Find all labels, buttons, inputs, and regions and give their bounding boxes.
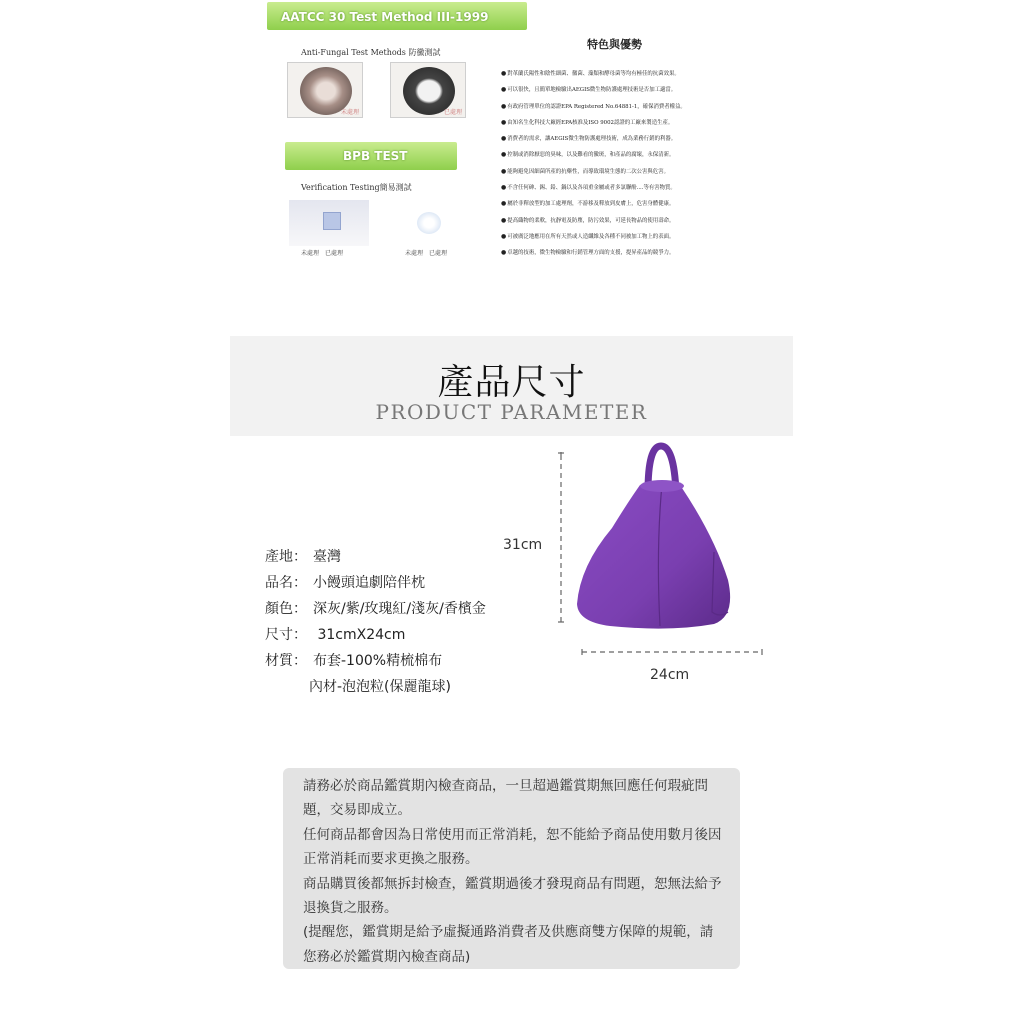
spec-name-value: 小饅頭追劇陪伴枕 <box>313 575 425 591</box>
spec-size-value: 31cmX24cm <box>313 627 406 643</box>
spec-material <box>265 648 486 674</box>
features-title: 特色與優勢 <box>587 38 642 51</box>
verification-caption-2: 未處理 已處理 <box>405 250 448 257</box>
dish-treated-label: 已處理 <box>443 109 462 116</box>
feature-item: ● 可以很快，且簡單地檢驗出AEGIS微生物防護處理技術是否加工適當。 <box>501 82 801 98</box>
spec-name <box>265 570 486 596</box>
spec-color-value: 深灰/紫/玫瑰紅/淺灰/香檳金 <box>313 601 486 617</box>
bpb-banner: BPB TEST <box>285 142 457 170</box>
height-dimension-line <box>558 452 564 622</box>
spec-origin <box>265 544 486 570</box>
pillow-body <box>577 482 730 628</box>
feature-item: ● 能夠避免因細菌所產的抗藥性，而導致環境生態的二次公害與危害。 <box>501 164 801 180</box>
width-label: 24cm <box>650 667 690 683</box>
parameter-header <box>230 336 793 436</box>
aatcc-banner: AATCC 30 Test Method III-1999 <box>267 2 527 30</box>
parameter-subtitle: PRODUCT PARAMETER <box>375 400 648 424</box>
notice-paragraph: 任何商品都會因為日常使用而正常消耗，恕不能給予商品使用數月後因正常消耗而要求更換之服務。 <box>303 826 722 868</box>
spec-material-key: 材質： <box>265 653 307 669</box>
spec-size <box>265 622 486 648</box>
untreated-dish-image <box>287 62 363 118</box>
spec-list <box>265 544 486 700</box>
feature-item: ● 提高織物的柔軟，抗靜電及防塵，防污效果，可延長物品的使用壽命。 <box>501 213 801 229</box>
notice-paragraph: 商品購買後都無拆封檢查，鑑賞期過後才發現商品有問題，恕無法給予退換貨之服務。 <box>303 875 722 917</box>
spec-color-key: 顏色： <box>265 601 307 617</box>
anti-fungal-heading: Anti-Fungal Test Methods 防黴測試 <box>301 48 441 57</box>
features-list <box>501 66 801 262</box>
feature-item: ● 屬於非釋放型的加工處理劑，不游移及釋放到皮膚上，危害身體健康。 <box>501 196 801 212</box>
spec-origin-key: 產地： <box>265 549 307 565</box>
feature-item: ● 不含任何砷、錫、鉛、鍋以及各項重金屬或者多氯聯酚....等有害物質。 <box>501 180 801 196</box>
notice-paragraph: 請務必於商品鑑賞期內檢查商品，一旦超過鑑賞期無回應任何瑕疵問題，交易即成立。 <box>303 778 708 819</box>
pillow-illustration <box>500 440 790 700</box>
feature-item: ● 控制或消除厭惡的臭味，以及難看的黴斑，和產品的腐壞，永保清新。 <box>501 147 801 163</box>
spec-color <box>265 596 486 622</box>
spec-origin-value: 臺灣 <box>313 549 341 565</box>
verification-photo-1 <box>289 200 369 246</box>
certificate-section <box>245 0 795 262</box>
width-dimension-line <box>582 649 762 655</box>
height-label: 31cm <box>503 537 543 553</box>
feature-item: ● 消費者的需求，讓AEGIS微生物防護處理技術，成為業務行銷的利器。 <box>501 131 801 147</box>
parameter-title: 產品尺寸 <box>437 362 586 403</box>
feature-item: ● 有政府管理單位的認證EPA Registered No.64881-1，確保消費者權益。 <box>501 99 801 115</box>
spec-size-key: 尺寸： <box>265 627 307 643</box>
spec-material-value: 布套-100%精梳棉布 <box>313 653 443 669</box>
notice-paragraph: (提醒您，鑑賞期是給予虛擬通路消費者及供應商雙方保障的規範，請您務必於鑑賞期內檢查商品) <box>303 924 714 965</box>
spec-name-key: 品名： <box>265 575 307 591</box>
feature-item: ● 可被廣泛地應用在所有天然或人造纖維及各種不同被加工物上的表面。 <box>501 229 801 245</box>
product-image <box>500 440 790 700</box>
spec-material-inner: 內材-泡泡粒(保麗龍球) <box>309 679 451 695</box>
verification-photo-2 <box>393 200 465 246</box>
feature-item: ● 對革蘭氏陽性和陰性細菌、黴菌、藻類和酵母菌等均有極佳的抗菌效果。 <box>501 66 801 82</box>
verification-heading: Verification Testing簡易測試 <box>301 183 412 192</box>
treated-dish-image <box>390 62 466 118</box>
feature-item: ● 卓越的技術，微生物檢驗和行銷管理方面的支援，提昇產品的競爭力。 <box>501 245 801 261</box>
dish-untreated-label: 未處理 <box>340 109 359 116</box>
feature-item: ● 由知名生化科技大廠經EPA核准及ISO 9002認證的工廠來製造生產。 <box>501 115 801 131</box>
notice-box <box>283 768 740 969</box>
verification-caption-1: 未處理 已處理 <box>301 250 344 257</box>
